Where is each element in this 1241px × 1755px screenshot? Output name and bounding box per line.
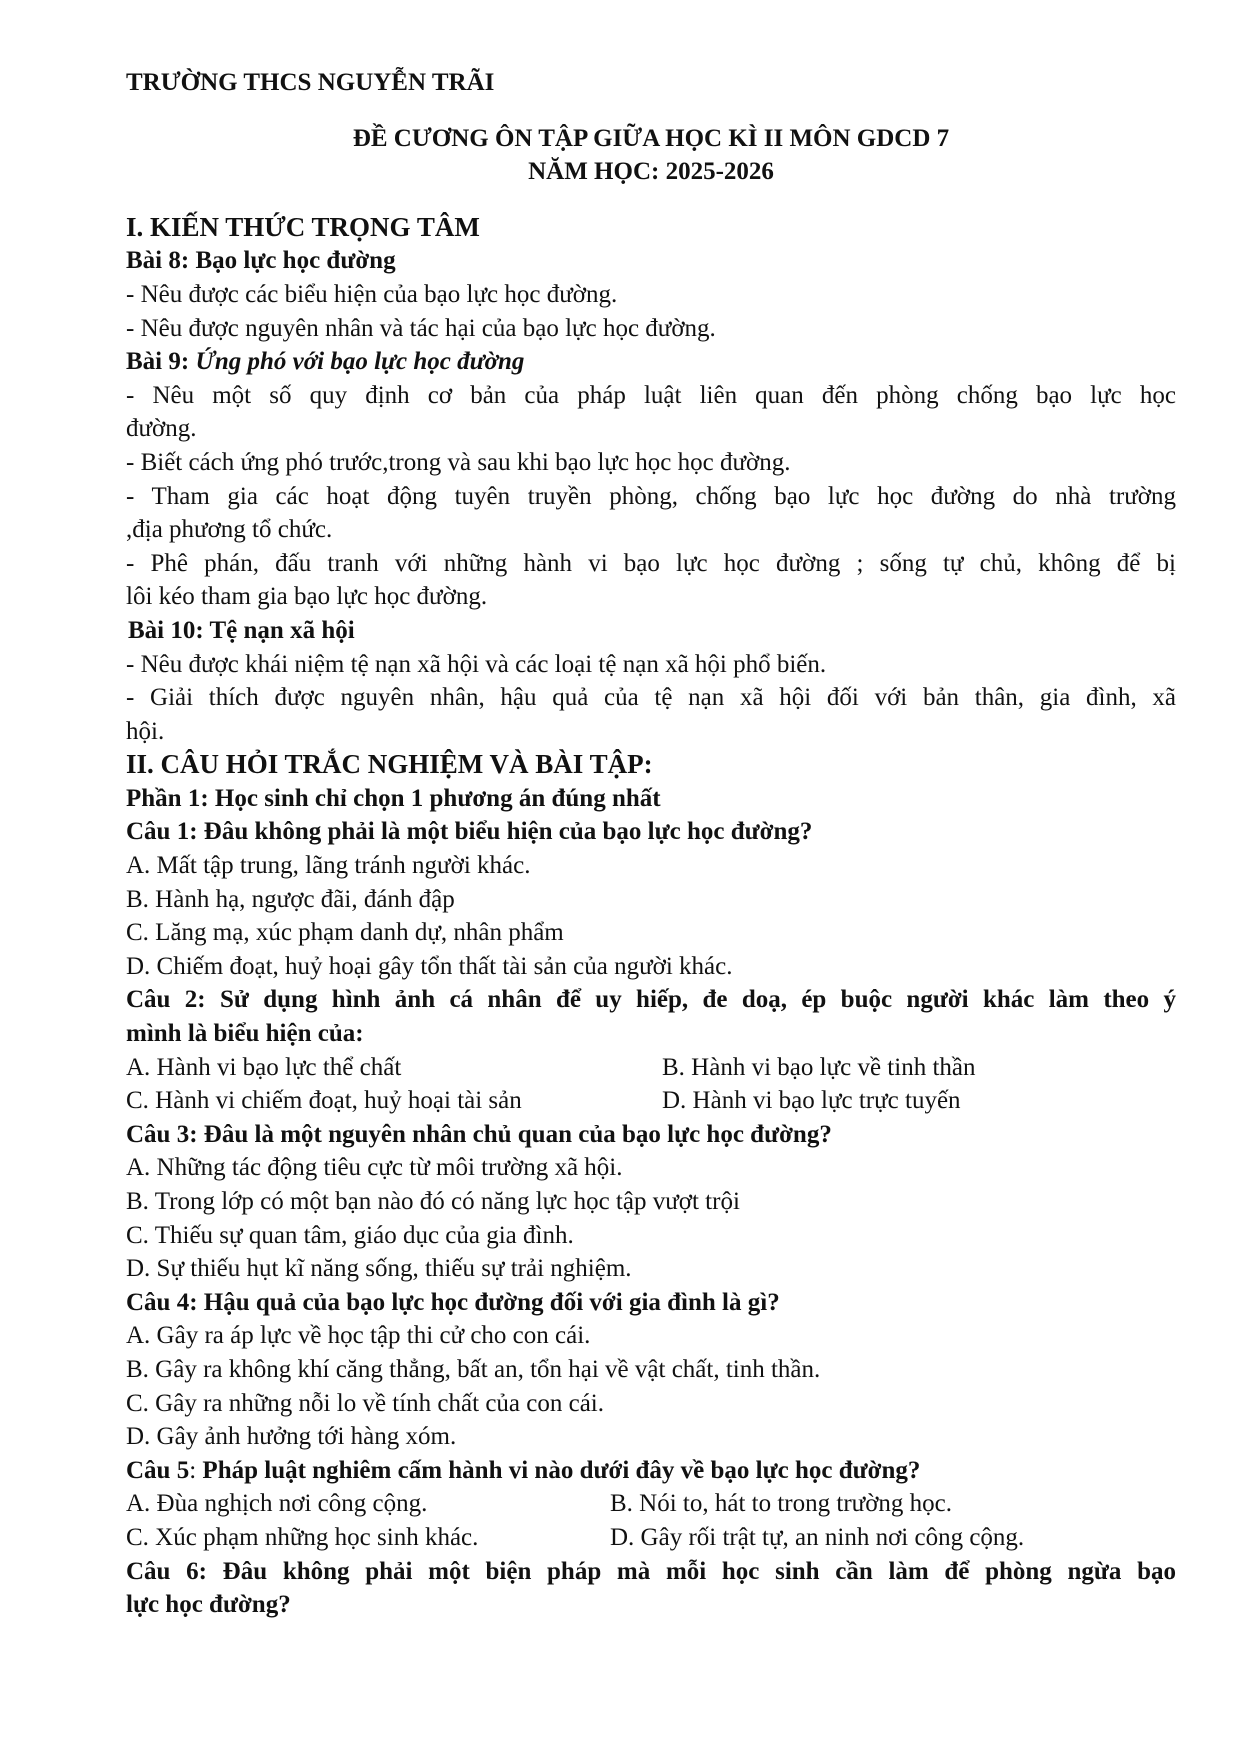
question-3: [126, 1118, 1176, 1152]
question-text-cont: lực học đường?: [126, 1591, 291, 1619]
answer-row: [126, 1084, 1176, 1118]
answer-option: D. Chiếm đoạt, huỷ hoại gây tổn thất tài sản của người khác.: [126, 952, 733, 980]
answer-option: B. Hành vi bạo lực về tinh thần: [662, 1053, 976, 1081]
answer-option: C. Gây ra những nỗi lo về tính chất của con cái.: [126, 1389, 604, 1417]
question-text: Đâu là một nguyên nhân chủ quan của bạo lực học đường?: [203, 1120, 832, 1148]
lesson-8-title: Bài 8: Bạo lực học đường: [126, 247, 396, 275]
question-text: Đâu không phải một biện pháp mà mỗi học sinh cần làm để phòng ngừa bạo: [222, 1557, 1176, 1585]
answer-option: A. Hành vi bạo lực thể chất: [126, 1053, 402, 1081]
lesson-9-item-cont: ,địa phương tổ chức.: [126, 516, 333, 544]
lesson-10-item: - Giải thích được nguyên nhân, hậu quả của tệ nạn xã hội đối với bản thân, gia đình, xã: [126, 684, 1176, 712]
question-text: Pháp luật nghiêm cấm hành vi nào dưới đây về bạo lực học đường?: [202, 1456, 921, 1484]
answer-option: D. Sự thiếu hụt kĩ năng sống, thiếu sự trải nghiệm.: [126, 1255, 632, 1283]
section-1-heading: I. KIẾN THỨC TRỌNG TÂM: [126, 211, 480, 242]
answer-option: C. Xúc phạm những học sinh khác.: [126, 1523, 479, 1551]
question-6: [126, 1555, 1176, 1589]
lesson-9-item: - Phê phán, đấu tranh với những hành vi bạo lực học đường ; sống tự chủ, không để bị: [126, 549, 1176, 577]
question-text-cont: mình là biểu hiện của:: [126, 1020, 364, 1048]
answer-row: [126, 1487, 1176, 1521]
lesson-9-item: - Tham gia các hoạt động tuyên truyền phòng, chống bạo lực học đường do nhà trường: [126, 482, 1176, 510]
question-4: [126, 1286, 1176, 1320]
school-name: TRƯỜNG THCS NGUYỄN TRÃI: [126, 69, 495, 96]
answer-option: C. Thiếu sự quan tâm, giáo dục của gia đình.: [126, 1221, 574, 1249]
answer-option: D. Gây rối trật tự, an ninh nơi công cộng.: [610, 1523, 1025, 1551]
question-label: Câu 1:: [126, 818, 204, 846]
lesson-9-item: - Biết cách ứng phó trước,trong và sau khi bạo lực học học đường.: [126, 448, 791, 476]
answer-option: B. Gây ra không khí căng thẳng, bất an, tổn hại về vật chất, tinh thần.: [126, 1355, 821, 1383]
answer-option: C. Lăng mạ, xúc phạm danh dự, nhân phẩm: [126, 919, 564, 947]
section-2-heading: II. CÂU HỎI TRẮC NGHIỆM VÀ BÀI TẬP:: [126, 749, 653, 780]
question-2: [126, 983, 1176, 1017]
answer-option: B. Nói to, hát to trong trường học.: [610, 1490, 953, 1518]
document-title: ĐỀ CƯƠNG ÔN TẬP GIỮA HỌC KÌ II MÔN GDCD 7: [352, 124, 950, 152]
lesson-9-item: - Nêu một số quy định cơ bản của pháp luật liên quan đến phòng chống bạo lực học: [126, 381, 1176, 409]
answer-option: D. Gây ảnh hưởng tới hàng xóm.: [126, 1423, 457, 1451]
question-text: Đâu không phải là một biểu hiện của bạo lực học đường?: [203, 818, 813, 846]
lesson-10-item: - Nêu được khái niệm tệ nạn xã hội và các loại tệ nạn xã hội phổ biến.: [126, 650, 827, 678]
question-label: Câu 4:: [126, 1288, 204, 1316]
lesson-9-prefix: Bài 9:: [126, 348, 196, 376]
answer-option: B. Trong lớp có một bạn nào đó có năng lực học tập vượt trội: [126, 1188, 740, 1215]
school-year: NĂM HỌC: 2025-2026: [528, 158, 774, 186]
lesson-10-title: Bài 10: Tệ nạn xã hội: [128, 616, 355, 644]
lesson-8-item: - Nêu được nguyên nhân và tác hại của bạo lực học đường.: [126, 314, 716, 342]
answer-row: [126, 1521, 1176, 1555]
part-1-instructions: Phần 1: Học sinh chỉ chọn 1 phương án đúng nhất: [126, 784, 661, 812]
lesson-9-name: Ứng phó với bạo lực học đường: [195, 348, 525, 376]
question-label: Câu 2:: [126, 986, 220, 1014]
answer-option: A. Gây ra áp lực về học tập thi cử cho con cái.: [126, 1322, 591, 1350]
question-1: [126, 815, 1176, 849]
lesson-9-item-cont: lôi kéo tham gia bạo lực học đường.: [126, 583, 488, 611]
answer-option: A. Những tác động tiêu cực từ môi trường xã hội.: [126, 1154, 623, 1182]
lesson-9-item-cont: đường.: [126, 415, 197, 443]
answer-option: D. Hành vi bạo lực trực tuyến: [662, 1087, 961, 1115]
answer-option: B. Hành hạ, ngược đãi, đánh đập: [126, 885, 455, 913]
document-page: [126, 66, 1176, 1622]
question-5: [126, 1454, 1176, 1488]
question-colon: :: [189, 1456, 203, 1484]
question-label: Câu 3:: [126, 1120, 204, 1148]
question-text: Hậu quả của bạo lực học đường đối với gia đình là gì?: [203, 1288, 780, 1316]
answer-option: A. Mất tập trung, lãng tránh người khác.: [126, 852, 531, 880]
lesson-9-title: [126, 345, 1176, 379]
lesson-10-item-cont: hội.: [126, 717, 165, 745]
question-label: Câu 5: [126, 1456, 190, 1484]
answer-row: [126, 1051, 1176, 1085]
answer-option: C. Hành vi chiếm đoạt, huỷ hoại tài sản: [126, 1087, 522, 1115]
lesson-8-item: - Nêu được các biểu hiện của bạo lực học đường.: [126, 280, 618, 308]
question-text: Sử dụng hình ảnh cá nhân để uy hiếp, đe doạ, ép buộc người khác làm theo ý: [219, 986, 1176, 1014]
question-label: Câu 6:: [126, 1557, 223, 1585]
answer-option: A. Đùa nghịch nơi công cộng.: [126, 1490, 428, 1518]
